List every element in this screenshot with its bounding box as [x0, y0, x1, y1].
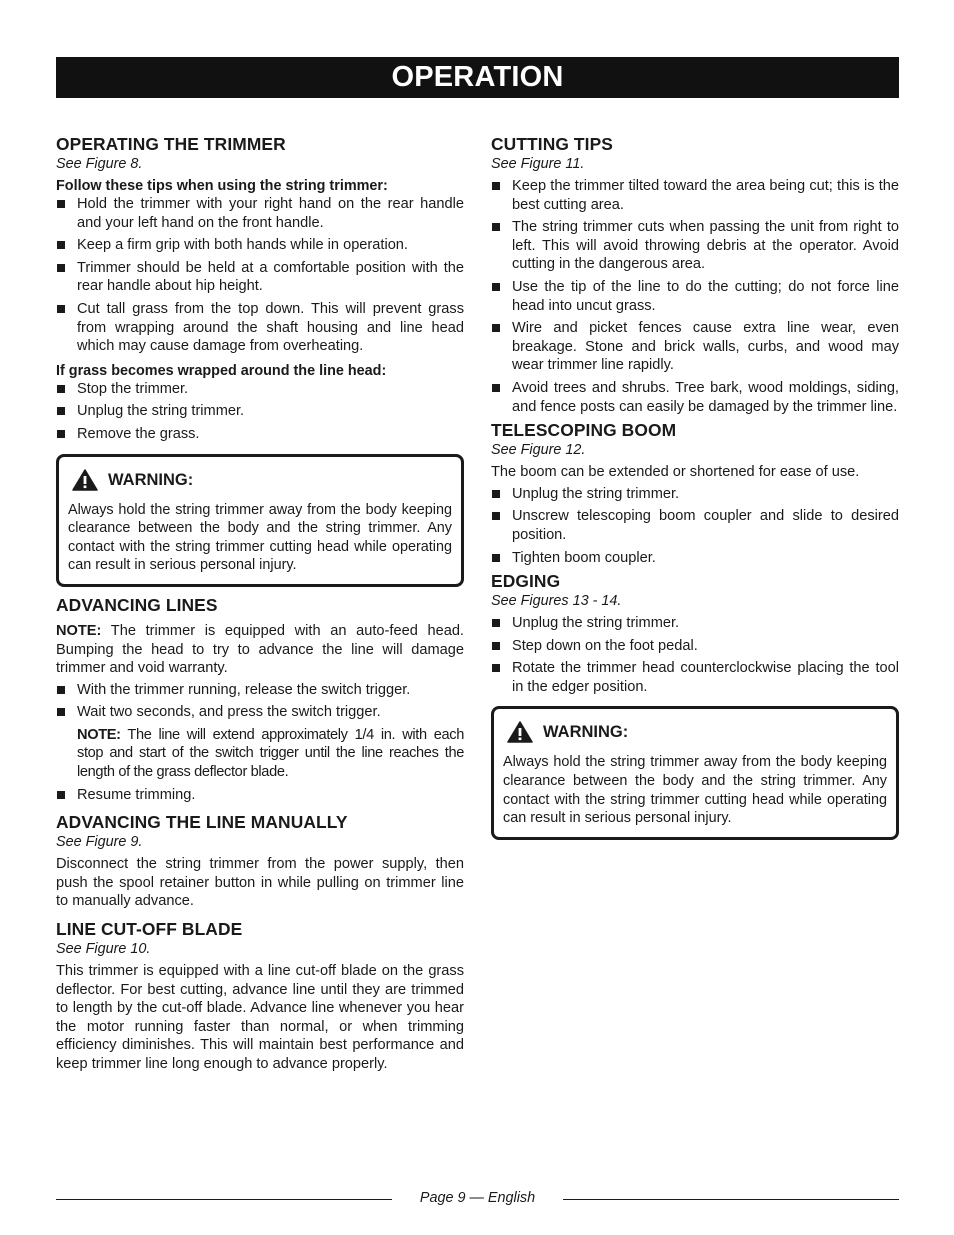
bullet-icon [57, 264, 65, 272]
grass-wrapped-lead: If grass becomes wrapped around the line head: [56, 362, 387, 379]
bullet-icon [57, 791, 65, 799]
warning-header [68, 469, 452, 491]
right-column [491, 134, 899, 848]
warning-header [503, 721, 887, 743]
list-item: Trimmer should be held at a comfortable position with the rear handle about hip height. [56, 259, 464, 296]
bullet-icon [492, 554, 500, 562]
warning-title: WARNING: [108, 470, 194, 489]
advancing-list [56, 681, 464, 722]
bullet-icon [492, 324, 500, 332]
left-column [56, 134, 464, 1077]
operating-figure-ref: See Figure 8. [56, 156, 143, 172]
list-item: The string trimmer cuts when passing the unit from right to left. This will avoid throwing debris at the operator. Avoid cutting in the dangerous area. [491, 218, 899, 274]
list-item: Cut tall grass from the top down. This will prevent grass from wrapping around the shaft housing and line head which may cause damage from overheating. [56, 300, 464, 356]
operating-tips-list [56, 195, 464, 356]
list-item: Step down on the foot pedal. [491, 637, 899, 656]
list-item: Unscrew telescoping boom coupler and slide to desired position. [491, 507, 899, 544]
list-item: Stop the trimmer. [56, 380, 464, 399]
footer-rule-left [56, 1199, 392, 1200]
operating-heading: OPERATING THE TRIMMER [56, 134, 286, 154]
edging-list [491, 614, 899, 696]
page-number: Page 9 — English [419, 1190, 536, 1206]
list-item: Remove the grass. [56, 425, 464, 444]
edging-heading: EDGING [491, 571, 561, 592]
cutting-figure-ref: See Figure 11. [491, 156, 585, 172]
bullet-icon [492, 512, 500, 520]
list-item: Unplug the string trimmer. [56, 402, 464, 421]
warning-title: WARNING: [543, 723, 629, 742]
list-item: Avoid trees and shrubs. Tree bark, wood moldings, siding, and fence posts can easily be damaged by the trimmer line. [491, 379, 899, 416]
bullet-icon [57, 305, 65, 313]
edging-figure-ref: See Figures 13 - 14. [491, 593, 622, 610]
cutting-heading: CUTTING TIPS [491, 134, 613, 154]
list-item: Unplug the string trimmer. [491, 614, 899, 633]
bullet-icon [492, 619, 500, 627]
list-item: Unplug the string trimmer. [491, 485, 899, 504]
bullet-icon [57, 430, 65, 438]
telescoping-figure-ref: See Figure 12. [491, 442, 586, 459]
bullet-icon [57, 200, 65, 208]
page-title: OPERATION [391, 61, 564, 93]
list-item: Rotate the trimmer head counterclockwise placing the tool in the edger position. [491, 659, 899, 696]
warning-text: Always hold the string trimmer away from the body keeping clearance between the body and the string trimmer. Any contact with the string trimmer cutting head while operating can result in serious personal injury. [503, 754, 887, 827]
telescoping-list [491, 485, 899, 567]
page-banner [56, 57, 899, 98]
list-item: With the trimmer running, release the switch trigger. [56, 681, 464, 700]
telescoping-text: The boom can be extended or shortened for ease of use. [491, 464, 860, 481]
bullet-icon [492, 283, 500, 291]
bullet-icon [492, 384, 500, 392]
warning-text: Always hold the string trimmer away from the body keeping clearance between the body and the string trimmer. Any contact with the string trimmer cutting head while operating can result in serious personal injury. [68, 501, 452, 574]
manual-figure-ref: See Figure 9. [56, 834, 143, 851]
manual-text: Disconnect the string trimmer from the power supply, then push the spool retainer button in while pulling on trimmer line to manually advance. [56, 856, 464, 910]
list-item: Tighten boom coupler. [491, 549, 899, 568]
list-item: Wait two seconds, and press the switch trigger. [56, 703, 464, 722]
list-item: Resume trimming. [56, 786, 464, 805]
grass-wrapped-list [56, 380, 464, 444]
bullet-icon [57, 385, 65, 393]
bullet-icon [492, 664, 500, 672]
advancing-list-end [56, 786, 464, 805]
bullet-icon [57, 241, 65, 249]
footer-rule-right [563, 1199, 899, 1200]
warning-triangle-icon [72, 469, 98, 491]
telescoping-heading: TELESCOPING BOOM [491, 420, 677, 441]
advancing-subnote: NOTE: The line will extend approximately 1/4 in. with each stop and start of the switch trigger until the line reaches the length of the grass deflector blade. [77, 726, 464, 781]
bullet-icon [492, 490, 500, 498]
bullet-icon [492, 642, 500, 650]
warning-box [56, 454, 464, 587]
list-item: Use the tip of the line to do the cutting; do not force line head into uncut grass. [491, 278, 899, 315]
bullet-icon [57, 708, 65, 716]
cutting-tips-list [491, 177, 899, 416]
list-item: Keep a firm grip with both hands while in operation. [56, 236, 464, 255]
warning-box [491, 706, 899, 839]
page-footer [56, 1188, 899, 1208]
list-item: Keep the trimmer tilted toward the area being cut; this is the best cutting area. [491, 177, 899, 214]
list-item: Hold the trimmer with your right hand on the rear handle and your left hand on the front handle. [56, 195, 464, 232]
warning-triangle-icon [507, 721, 533, 743]
list-item: Wire and picket fences cause extra line wear, even breakage. Stone and brick walls, curbs, and wood may wear trimmer line rapidly. [491, 319, 899, 375]
manual-heading: ADVANCING THE LINE MANUALLY [56, 812, 348, 833]
advancing-note: NOTE: The trimmer is equipped with an auto-feed head. Bumping the head to try to advance the line will damage trimmer and void warranty. [56, 622, 464, 677]
cutoff-heading: LINE CUT-OFF BLADE [56, 919, 243, 940]
bullet-icon [492, 182, 500, 190]
operating-lead: Follow these tips when using the string trimmer: [56, 178, 388, 194]
bullet-icon [57, 686, 65, 694]
bullet-icon [57, 407, 65, 415]
cutoff-figure-ref: See Figure 10. [56, 941, 151, 958]
cutoff-text: This trimmer is equipped with a line cut-off blade on the grass deflector. For best cutting, advance line until they are trimmed to length by the cut-off blade. Advance line whenever you hear the motor running faster than normal, or when trimming efficiency diminishes. This will maintain best performance and keep trimmer line long enough to advance properly. [56, 963, 464, 1072]
bullet-icon [492, 223, 500, 231]
advancing-heading: ADVANCING LINES [56, 594, 218, 615]
